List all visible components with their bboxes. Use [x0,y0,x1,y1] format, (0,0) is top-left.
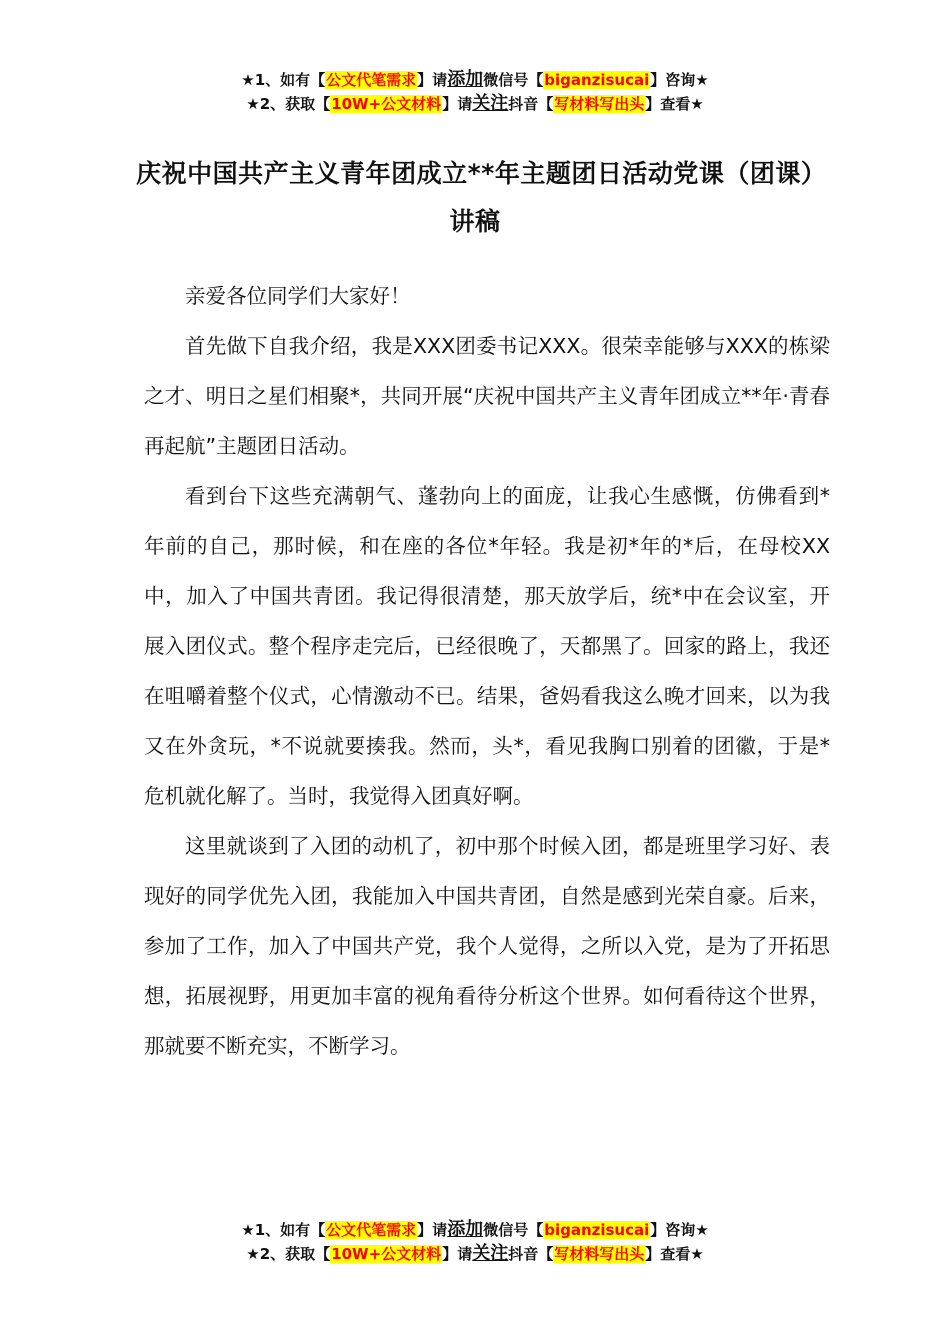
banner-text: 】请 [417,71,448,89]
banner-highlight: 10W+公文材料 [331,1245,442,1263]
banner-text: 】查看★ [645,95,704,113]
banner-highlight-douyin: 写材料写出头 [554,95,645,113]
banner-emphasis: 关注 [472,1243,509,1264]
banner-text: 抖音【 [508,1245,554,1263]
banner-line-1 [0,1218,950,1242]
banner-text: 】查看★ [645,1245,704,1263]
banner-text: ★2、获取【 [246,1245,331,1263]
banner-emphasis: 关注 [472,93,509,114]
banner-highlight: 公文代笔需求 [326,1221,417,1239]
banner-text: 】请 [442,95,473,113]
banner-text: 微信号【 [483,71,544,89]
document-title: 庆祝中国共产主义青年团成立**年主题团日活动党课（团课）讲稿 [136,159,814,236]
banner-line-2 [0,92,950,116]
banner-highlight-douyin: 写材料写出头 [554,1245,645,1263]
banner-line-2 [0,1242,950,1266]
banner-highlight-wechat: biganzisucai [544,1221,650,1239]
banner-text: 】请 [442,1245,473,1263]
banner-emphasis: 添加 [447,1219,484,1240]
banner-text: ★1、如有【 [241,1221,326,1239]
paragraph-introduction: 首先做下自我介绍，我是XXX团委书记XXX。很荣幸能够与XXX的栋梁之才、明日之星们相聚*，共同开展“庆祝中国共产主义青年团成立**年·青春再起航”主题团日活动。 [144,334,830,458]
banner-highlight-wechat: biganzisucai [544,71,650,89]
banner-emphasis: 添加 [447,69,484,90]
banner-line-1 [0,68,950,92]
banner-text: 】请 [417,1221,448,1239]
paragraph-motivation: 这里就谈到了入团的动机了，初中那个时候入团，都是班里学习好、表现好的同学优先入团，我能加入中国共青团，自然是感到光荣自豪。后来，参加了工作，加入了中国共产党，我个人觉得，之所以入党，是为了开拓思想，拓展视野，用更加丰富的视角看待分析这个世界。如何看待这个世界，那就要不断充实，不断学习。 [144,834,830,1058]
banner-highlight: 10W+公文材料 [331,95,442,113]
banner-text: 】咨询★ [650,1221,709,1239]
paragraph-greeting: 亲爱各位同学们大家好！ [185,284,411,308]
paragraph-memory: 看到台下这些充满朝气、蓬勃向上的面庞，让我心生感慨，仿佛看到*年前的自己，那时候，和在座的各位*年轻。我是初*年的*后，在母校XX中，加入了中国共青团。我记得很清楚，那天放学后，统*中在会议室，开展入团仪式。整个程序走完后，已经很晚了，天都黑了。回家的路上，我还在咀嚼着整个仪式，心情激动不已。结果，爸妈看我这么晚才回来，以为我又在外贪玩，*不说就要揍我。然而，头*，看见我胸口别着的团徽，于是*危机就化解了。当时，我觉得入团真好啊。 [144,484,830,808]
document-body [144,271,830,1071]
footer-banner [0,1218,950,1266]
banner-highlight: 公文代笔需求 [326,71,417,89]
header-banner [0,68,950,116]
banner-text: ★2、获取【 [246,95,331,113]
banner-text: 】咨询★ [650,71,709,89]
banner-text: 微信号【 [483,1221,544,1239]
banner-text: 抖音【 [508,95,554,113]
banner-text: ★1、如有【 [241,71,326,89]
